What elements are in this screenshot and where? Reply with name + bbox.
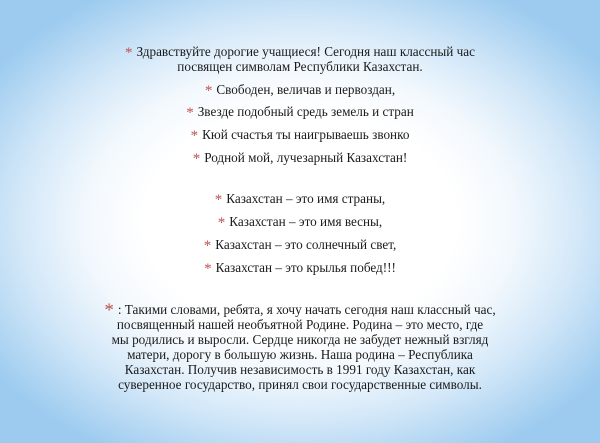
bullet-asterisk-icon: * <box>192 151 201 167</box>
closing-line-1: * : Такими словами, ребята, я хочу начать сегодня наш классный час, <box>104 300 496 321</box>
bullet-asterisk-icon: * <box>190 128 199 144</box>
poem2-line-4: * Казахстан – это крылья побед!!! <box>204 260 396 277</box>
poem1-line-1: * Свободен, величав и первоздан, <box>204 82 396 99</box>
bullet-asterisk-icon: * <box>125 45 133 61</box>
poem2-line-3: * Казахстан – это солнечный свет, <box>203 237 397 254</box>
poem1-line-3: * Кюй счастья ты наигрываешь звонко <box>190 127 410 144</box>
poem2-line-2: * Казахстан – это имя весны, <box>217 214 383 231</box>
intro-line-1: * Здравствуйте дорогие учащиеся! Сегодня наш классный час <box>125 44 475 61</box>
closing-paragraph <box>60 301 540 392</box>
closing-line-2: посвященный нашей необъятной Родине. Родина – это место, где <box>116 317 484 332</box>
bullet-asterisk-icon: * <box>203 238 212 254</box>
bullet-asterisk-icon: * <box>104 300 114 321</box>
poem2-line-1: * Казахстан – это имя страны, <box>214 191 386 208</box>
bullet-asterisk-icon: * <box>204 83 213 99</box>
bullet-asterisk-icon: * <box>204 261 212 277</box>
bullet-asterisk-icon: * <box>217 215 226 231</box>
closing-line-6: суверенное государство, принял свои государственные символы. <box>118 377 482 392</box>
closing-line-3: мы родились и выросли. Сердце никогда не забудет нежный взгляд <box>111 332 489 347</box>
poem1-line-4: * Родной мой, лучезарный Казахстан! <box>192 150 408 167</box>
intro-line-2: посвящен символам Республики Казахстан. <box>177 59 423 74</box>
bullet-asterisk-icon: * <box>214 192 223 208</box>
closing-line-4: матери, дорогу в большую жизнь. Наша родина – Республика <box>127 347 473 362</box>
bullet-asterisk-icon: * <box>186 105 194 121</box>
closing-line-5: Казахстан. Получив независимость в 1991 году Казахстан, как <box>124 362 476 377</box>
poem1-line-2: * Звезде подобный средь земель и стран <box>186 104 414 121</box>
